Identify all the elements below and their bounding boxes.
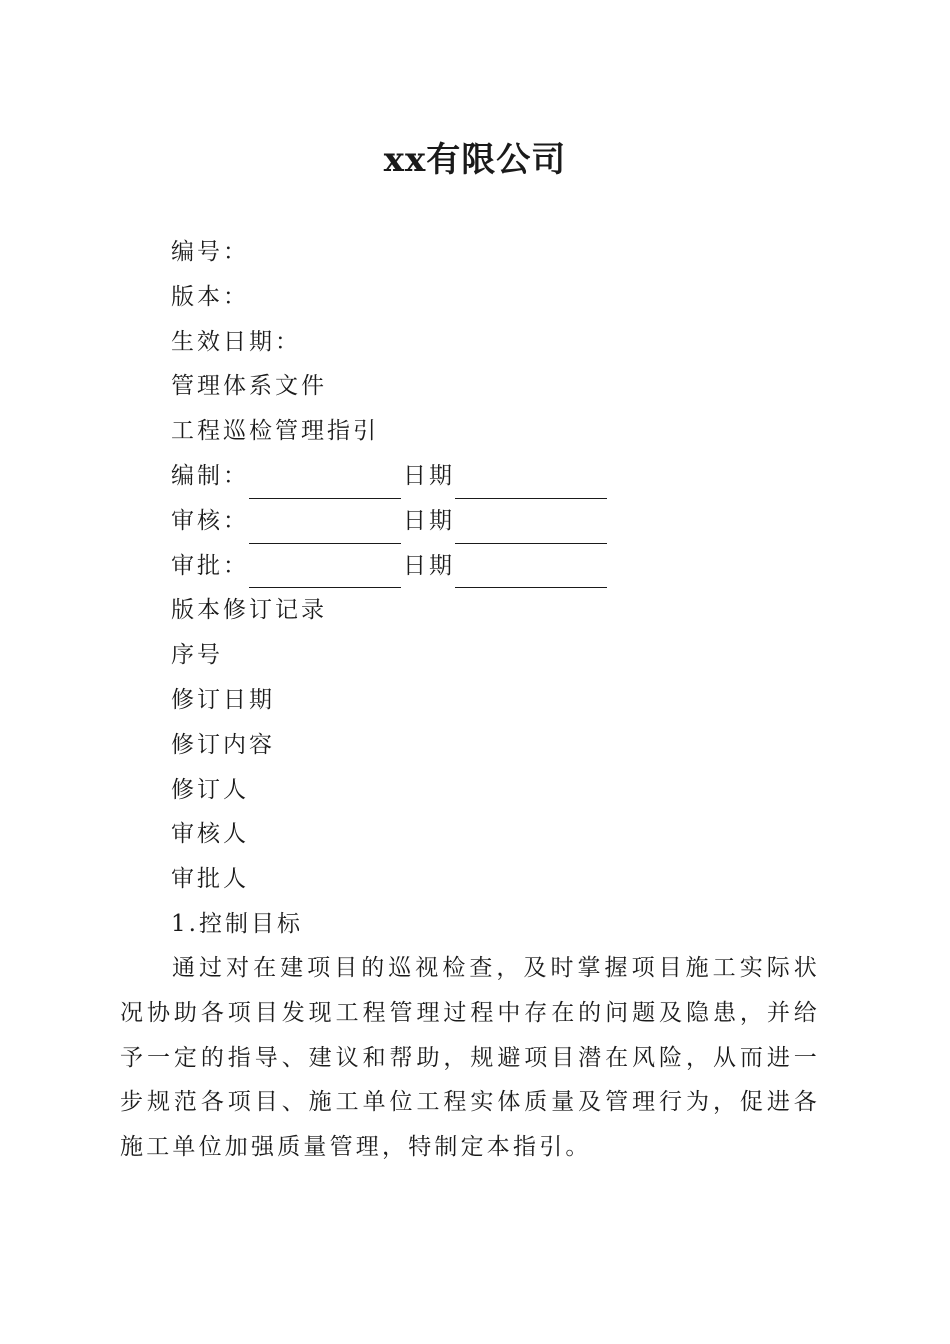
signoff-date-label: 日期 xyxy=(403,552,455,579)
signoff-label: 审核： xyxy=(171,507,249,534)
revision-record-title: 版本修订记录 xyxy=(171,597,327,624)
document-header-fields xyxy=(171,230,609,947)
date-blank xyxy=(455,513,607,544)
signoff-date-label: 日期 xyxy=(403,507,455,534)
document-name: 工程巡检管理指引 xyxy=(171,418,379,445)
revision-header-reviser: 修订人 xyxy=(171,776,249,803)
signature-blank xyxy=(249,513,401,544)
signoff-row-prepared xyxy=(171,454,609,499)
signature-blank xyxy=(249,557,401,588)
date-blank xyxy=(455,468,607,499)
section-body-paragraph: 通过对在建项目的巡视检查，及时掌握项目施工实际状况协助各项目发现工程管理过程中存在的问题及隐患，并给予一定的指导、建议和帮助，规避项目潜在风险，从而进一步规范各项目、施工单位工程实体质量及管理行为，促进各施工单位加强质量管理，特制定本指引。 xyxy=(120,955,820,1161)
field-effective-date: 生效日期： xyxy=(171,328,301,355)
revision-header-reviewer: 审核人 xyxy=(171,821,249,848)
signoff-label: 编制： xyxy=(171,462,249,489)
field-number: 编号： xyxy=(171,239,249,265)
revision-header-date: 修订日期 xyxy=(171,686,275,713)
signoff-row-approved xyxy=(171,544,609,589)
field-version: 版本： xyxy=(171,283,249,310)
signoff-date-label: 日期 xyxy=(403,462,455,489)
revision-header-serial: 序号 xyxy=(171,642,223,669)
signoff-label: 审批： xyxy=(171,552,249,579)
section-heading: 1.控制目标 xyxy=(171,910,303,937)
signature-blank xyxy=(249,468,401,499)
signoff-row-reviewed xyxy=(171,499,609,544)
revision-header-content: 修订内容 xyxy=(171,731,275,758)
revision-header-approver: 审批人 xyxy=(171,866,249,893)
page-title: xx有限公司 xyxy=(383,140,567,180)
date-blank xyxy=(455,557,607,588)
system-file-label: 管理体系文件 xyxy=(171,373,327,400)
